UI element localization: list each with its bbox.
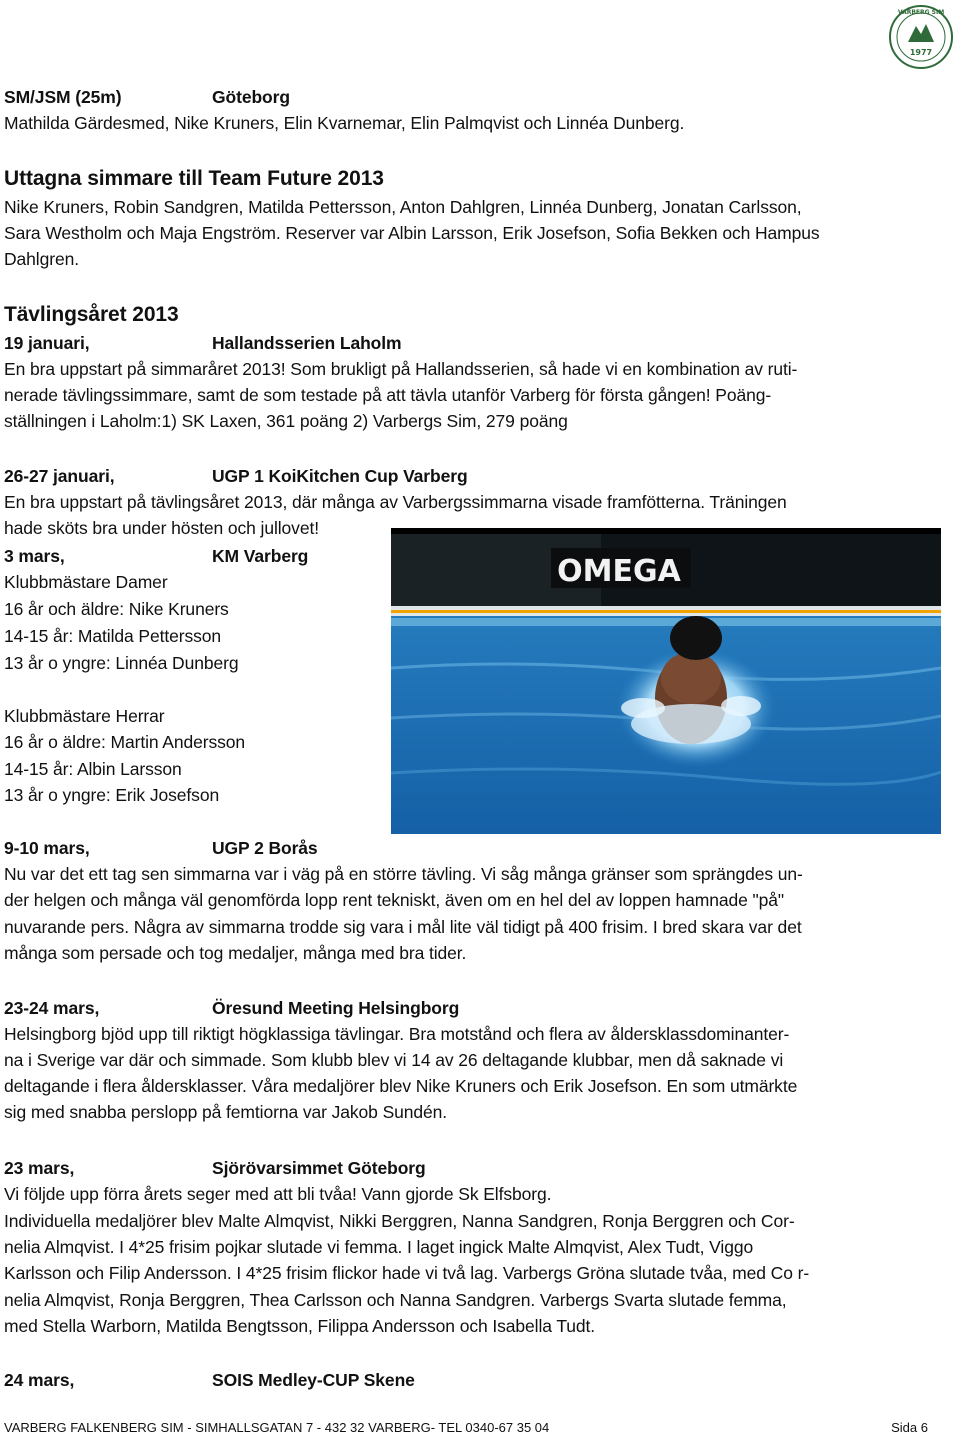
event5-text-2: na i Sverige var där och simmade. Som klubb blev vi 14 av 26 deltagande klubbar, men då saknade vi <box>4 1050 784 1070</box>
event5-date: 23-24 mars, <box>4 998 100 1018</box>
event3-heading <box>4 543 309 569</box>
km-line: Klubbmästare Herrar <box>4 706 165 726</box>
team-text-1: Nike Kruners, Robin Sandgren, Matilda Pettersson, Anton Dahlgren, Linnéa Dunberg, Jonatan Carlsson, <box>4 197 802 217</box>
event5-name: Öresund Meeting Helsingborg <box>212 998 460 1018</box>
swimmer-photo <box>391 528 941 834</box>
page-number: Sida 6 <box>891 1420 928 1435</box>
km-line: 14-15 år: Matilda Pettersson <box>4 626 222 646</box>
logo-text: VARBERG SIM <box>897 9 945 16</box>
sm-text: Mathilda Gärdesmed, Nike Kruners, Elin Kvarnemar, Elin Palmqvist och Linnéa Dunberg. <box>4 113 685 133</box>
km-line: 16 år och äldre: Nike Kruners <box>4 599 229 619</box>
event1-heading <box>4 330 402 356</box>
event3-name: KM Varberg <box>212 546 309 566</box>
event1-text-3: ställningen i Laholm:1) SK Laxen, 361 poäng 2) Varbergs Sim, 279 poäng <box>4 411 568 431</box>
event6-text-5: nelia Almqvist, Ronja Berggren, Thea Carlsson och Nanna Sandgren. Varbergs Svarta slutade femma, <box>4 1290 787 1310</box>
event4-text-2: der helgen och många väl genomförda lopp rent tekniskt, även om en hel del av loppen hamnade "på" <box>4 890 785 910</box>
sm-event: SM/JSM (25m) <box>4 87 122 107</box>
sm-place: Göteborg <box>212 87 290 107</box>
event6-text-1: Vi följde upp förra årets seger med att bli tvåa! Vann gjorde Sk Elfsborg. <box>4 1184 552 1204</box>
event4-date: 9-10 mars, <box>4 838 90 858</box>
event4-text-3: nuvarande pers. Några av simmarna trodde sig vara i mål lite väl tidigt på 400 frisim. I bred skara var det <box>4 917 802 937</box>
event6-text-2: Individuella medaljörer blev Malte Almqvist, Nikki Berggren, Nanna Sandgren, Ronja Berggren och Cor- <box>4 1211 795 1231</box>
km-line: 13 år o yngre: Erik Josefson <box>4 785 220 805</box>
page-footer: VARBERG FALKENBERG SIM - SIMHALLSGATAN 7 - 432 32 VARBERG- TEL 0340-67 35 04 <box>4 1420 550 1435</box>
event6-heading <box>4 1155 426 1181</box>
event6-text-6: med Stella Warborn, Matilda Bengtsson, Filippa Andersson och Isabella Tudt. <box>4 1316 596 1336</box>
event4-heading <box>4 835 318 861</box>
event6-text-4: Karlsson och Filip Andersson. I 4*25 frisim flickor hade vi två lag. Varbergs Gröna slutade tvåa, med Co r- <box>4 1263 810 1283</box>
event2-text-2: hade sköts bra under hösten och jullovet! <box>4 518 319 538</box>
event7-heading <box>4 1367 415 1393</box>
event5-heading <box>4 995 460 1021</box>
event6-name: Sjörövarsimmet Göteborg <box>212 1158 426 1178</box>
banner-text: OMEGA <box>557 554 681 589</box>
km-line: 13 år o yngre: Linnéa Dunberg <box>4 653 239 673</box>
team-heading: Uttagna simmare till Team Future 2013 <box>4 167 384 190</box>
event7-date: 24 mars, <box>4 1370 75 1390</box>
event5-text-4: sig med snabba perslopp på femtiorna var Jakob Sundén. <box>4 1102 448 1122</box>
km-line: 16 år o äldre: Martin Andersson <box>4 732 246 752</box>
event1-text-2: nerade tävlingssimmare, samt de som testade på att tävla utanför Varberg för första gången! Poäng- <box>4 385 772 405</box>
event5-text-1: Helsingborg bjöd upp till riktigt högklassiga tävlingar. Bra motstånd och flera av åldersklassdominanter- <box>4 1024 790 1044</box>
year-heading: Tävlingsåret 2013 <box>4 303 179 326</box>
event2-text-1: En bra uppstart på tävlingsåret 2013, där många av Varbergssimmarna visade framfötterna. Träningen <box>4 492 787 512</box>
event4-text-1: Nu var det ett tag sen simmarna var i väg på en större tävling. Vi såg många gränser som sprängdes un- <box>4 864 803 884</box>
event1-name: Hallandsserien Laholm <box>212 333 402 353</box>
event4-name: UGP 2 Borås <box>212 838 318 858</box>
event5-text-3: deltagande i flera åldersklasser. Våra medaljörer blev Nike Kruners och Erik Josefson. En som utmärkte <box>4 1076 798 1096</box>
km-line: 14-15 år: Albin Larsson <box>4 759 182 779</box>
team-text-3: Dahlgren. <box>4 249 79 269</box>
event2-date: 26-27 januari, <box>4 466 115 486</box>
event2-heading <box>4 463 468 489</box>
event1-date: 19 januari, <box>4 333 90 353</box>
event4-text-4: många som persade och tog medaljer, många med bra tider. <box>4 943 467 963</box>
event3-date: 3 mars, <box>4 546 65 566</box>
event2-name: UGP 1 KoiKitchen Cup Varberg <box>212 466 468 486</box>
sm-heading-row <box>4 84 290 110</box>
km-line: Klubbmästare Damer <box>4 572 168 592</box>
event1-text-1: En bra uppstart på simmaråret 2013! Som brukligt på Hallandsserien, så hade vi en kombination av ruti- <box>4 359 798 379</box>
event6-date: 23 mars, <box>4 1158 75 1178</box>
event7-name: SOIS Medley-CUP Skene <box>212 1370 415 1390</box>
event6-text-3: nelia Almqvist. I 4*25 frisim pojkar slutade vi femma. I laget ingick Malte Almqvist, Alex Tudt, Viggo <box>4 1237 754 1257</box>
team-text-2: Sara Westholm och Maja Engström. Reserver var Albin Larsson, Erik Josefson, Sofia Bekken och Hampus <box>4 223 820 243</box>
logo-year: 1977 <box>909 48 933 57</box>
club-logo <box>888 4 954 70</box>
